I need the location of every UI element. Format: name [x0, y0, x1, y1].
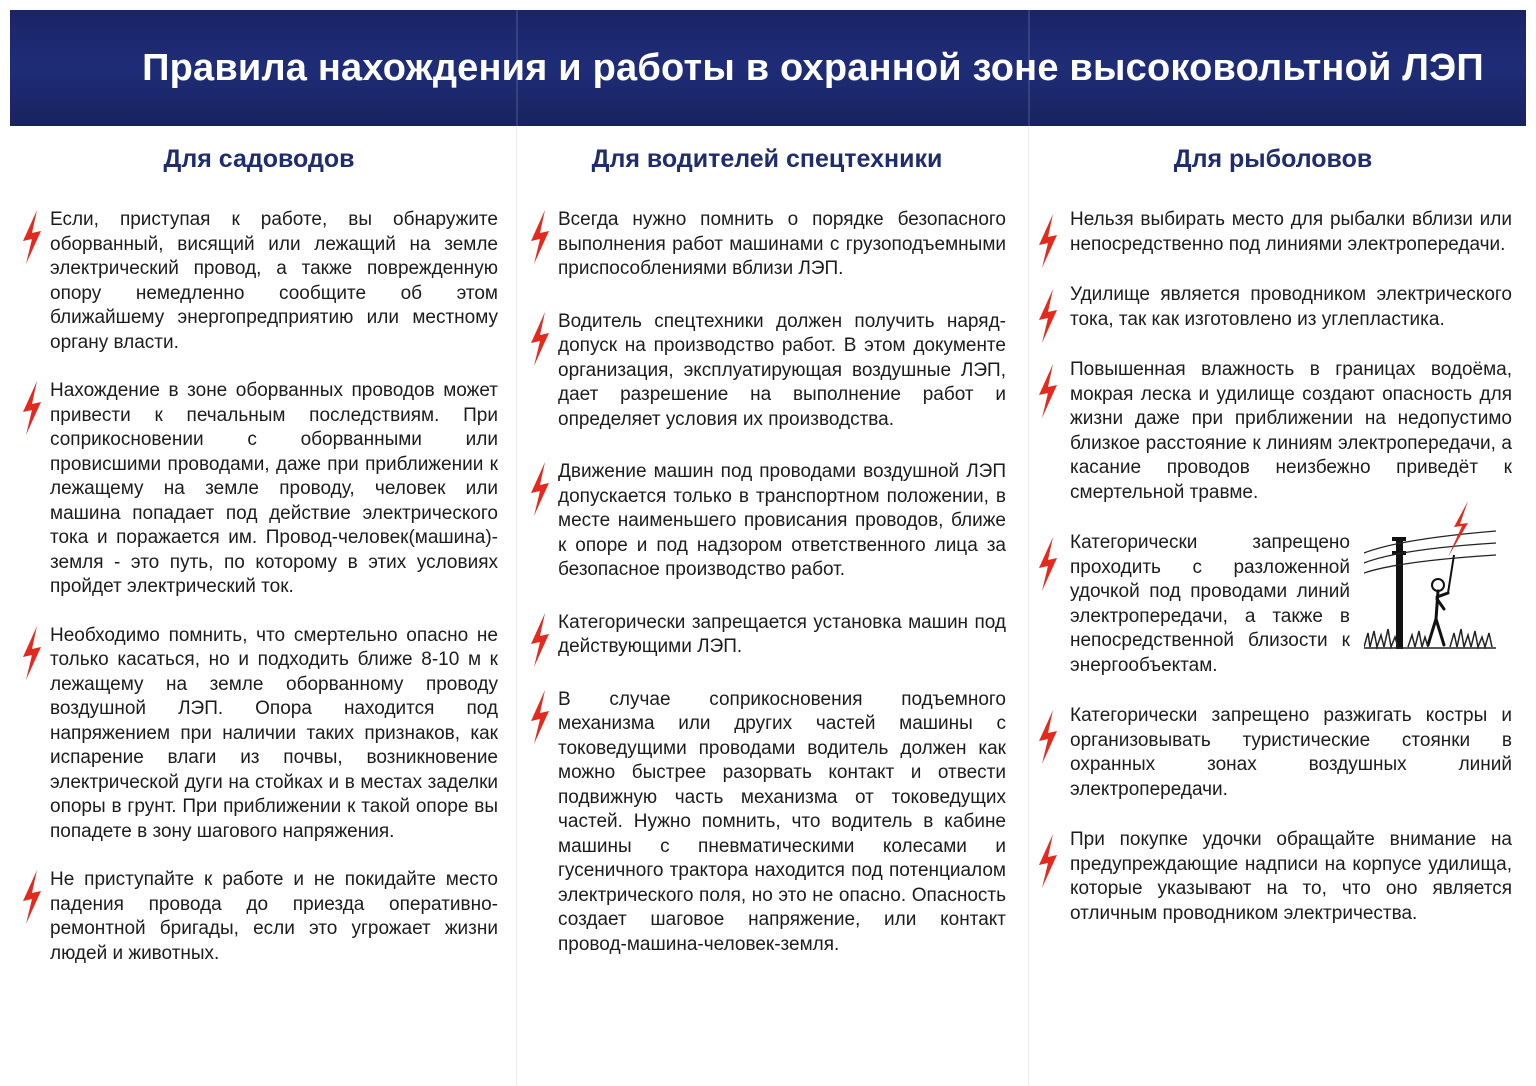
lightning-bolt-icon: [20, 870, 44, 924]
rule-text: Нельзя выбирать место для рыбалки вблизи или непосредственно под линиями электропередачи.: [1070, 209, 1512, 255]
rule-text: В случае соприкосновения подъемного механизма или других частей машины с токоведущими проводами водитель должен как можно быстрее разорвать контакт и отвести подвижную часть механизма от токоведущих частей. Нужно помнить, что водитель в кабине машины с пневматическими колесами и гусеничного трактора находится под потенциалом электрического поля, но это не опасно. Опасность создает шаговое напряжение, или контакт провод-машина-человек-земля.: [558, 688, 1006, 955]
rule-item: [1034, 531, 1512, 678]
banner-fold-line: [1028, 10, 1030, 126]
rule-text: Нахождение в зоне оборванных проводов может привести к печальным последствиям. При соприкосновении с оборванными или провисшими проводами, даже при приближении к лежащему на земле проводу, человек или машина попадает под действие электрического тока и поражается им. Провод-человек(машина)-земля - это путь, по которому в этих условиях пройдет электрический ток.: [50, 380, 498, 597]
rule-text: Повышенная влажность в границах водоёма, мокрая леска и удилище создают опасность для жизни даже при приближении на недопустимо близкое расстояние к линиям электропередачи, а касание проводов неизбежно приведёт к смертельной травме.: [1070, 359, 1512, 503]
lightning-bolt-icon: [1036, 289, 1060, 343]
rule-item: [1034, 704, 1512, 802]
column-heading: Для садоводов: [163, 145, 355, 173]
rules-list: [20, 208, 498, 966]
lightning-bolt-icon: [528, 613, 552, 667]
rule-item: [1034, 283, 1512, 332]
rule-text: Движение машин под проводами воздушной ЛЭП допускается только в транспортном положении, в месте наименьшего провисания проводов, ближе к опоре и под надзором ответственного лица за безопасное производство работ.: [558, 461, 1006, 580]
lightning-bolt-icon: [528, 210, 552, 264]
rule-text: Категорически запрещено разжигать костры и организовывать туристические стоянки в охранных зонах воздушных линий электропередачи.: [1070, 705, 1512, 800]
lightning-bolt-icon: [1036, 214, 1060, 268]
lightning-bolt-icon: [1036, 364, 1060, 418]
rule-item: [20, 208, 498, 355]
rule-item: [1034, 208, 1512, 257]
lightning-bolt-icon: [528, 312, 552, 366]
column-heading: Для водителей спецтехники: [591, 145, 943, 173]
rule-text: Категорически запрещено проходить с разложенной удочкой под проводами линий электропередачи, а также в непосредственной близости к энергообъектам.: [1070, 532, 1350, 676]
rule-item: [528, 310, 1006, 433]
rule-text: Водитель спецтехники должен получить наряд-допуск на производство работ. В этом документе организация, эксплуатирующая воздушные ЛЭП, дает разрешение на выполнение работ и определяет условия их производства.: [558, 310, 1006, 430]
rule-item: [1034, 358, 1512, 505]
rule-text: При покупке удочки обращайте внимание на предупреждающие надписи на корпусе удилища, которые указывают на то, что оно является отличным проводником электричества.: [1070, 829, 1512, 924]
lightning-bolt-icon: [20, 626, 44, 680]
rule-item: [1034, 828, 1512, 926]
lightning-bolt-icon: [1036, 834, 1060, 888]
rules-list: [1034, 208, 1512, 926]
page-fold-line: [516, 126, 517, 1086]
rule-item: [20, 379, 498, 600]
rule-text: Категорически запрещается установка машин под действующими ЛЭП.: [558, 611, 1006, 657]
lightning-bolt-icon: [1036, 710, 1060, 764]
column-fishermen: [1034, 126, 1512, 952]
rule-item: [20, 868, 498, 966]
column-heading: Для рыболовов: [1173, 145, 1373, 173]
lightning-bolt-icon: [20, 210, 44, 264]
lightning-bolt-icon: [528, 462, 552, 516]
rule-text: Всегда нужно помнить о порядке безопасного выполнения работ машинами с грузоподъемными приспособлениями вблизи ЛЭП.: [558, 209, 1006, 279]
column-gardeners: [20, 126, 498, 990]
rule-text: Не приступайте к работе и не покидайте место падения провода до приезда оперативно-ремонтной бригады, если это угрожает жизни людей и животных.: [50, 869, 498, 964]
rule-text: Необходимо помнить, что смертельно опасно не только касаться, но и подходить ближе 8-10 м к лежащему на земле оборванному проводу воздушной ЛЭП. Опора находится под напряжением при наличии таких признаков, как испарение влаги из почвы, возникновение электрической дуги на стойках и в местах заделки опоры в грунт. При приближении к такой опоре вы попадете в зону шагового напряжения.: [50, 624, 498, 842]
lightning-bolt-icon: [20, 381, 44, 435]
lightning-bolt-icon: [1036, 537, 1060, 591]
rule-item: [528, 611, 1006, 660]
rule-item: [20, 624, 498, 845]
rule-text: Если, приступая к работе, вы обнаружите оборванный, висящий или лежащий на земле электрический провод, а также поврежденную опору немедленно сообщите об этом ближайшему энергопредприятию или местному органу власти.: [50, 209, 498, 353]
fisherman-under-power-line-illustration: [1364, 501, 1496, 651]
rules-list: [528, 208, 1006, 957]
rule-text: Удилище является проводником электрического тока, так как изготовлено из углепластика.: [1070, 284, 1512, 330]
rule-item: [528, 460, 1006, 583]
lightning-bolt-icon: [528, 690, 552, 744]
rule-item: [528, 208, 1006, 282]
page-title: Правила нахождения и работы в охранной зоне высоковольтной ЛЭП: [142, 46, 1484, 89]
column-special-vehicle-drivers: [528, 126, 1006, 985]
rule-item: [528, 688, 1006, 958]
page-fold-line: [1028, 126, 1029, 1086]
banner-fold-line: [516, 10, 518, 126]
title-banner: [10, 10, 1526, 126]
